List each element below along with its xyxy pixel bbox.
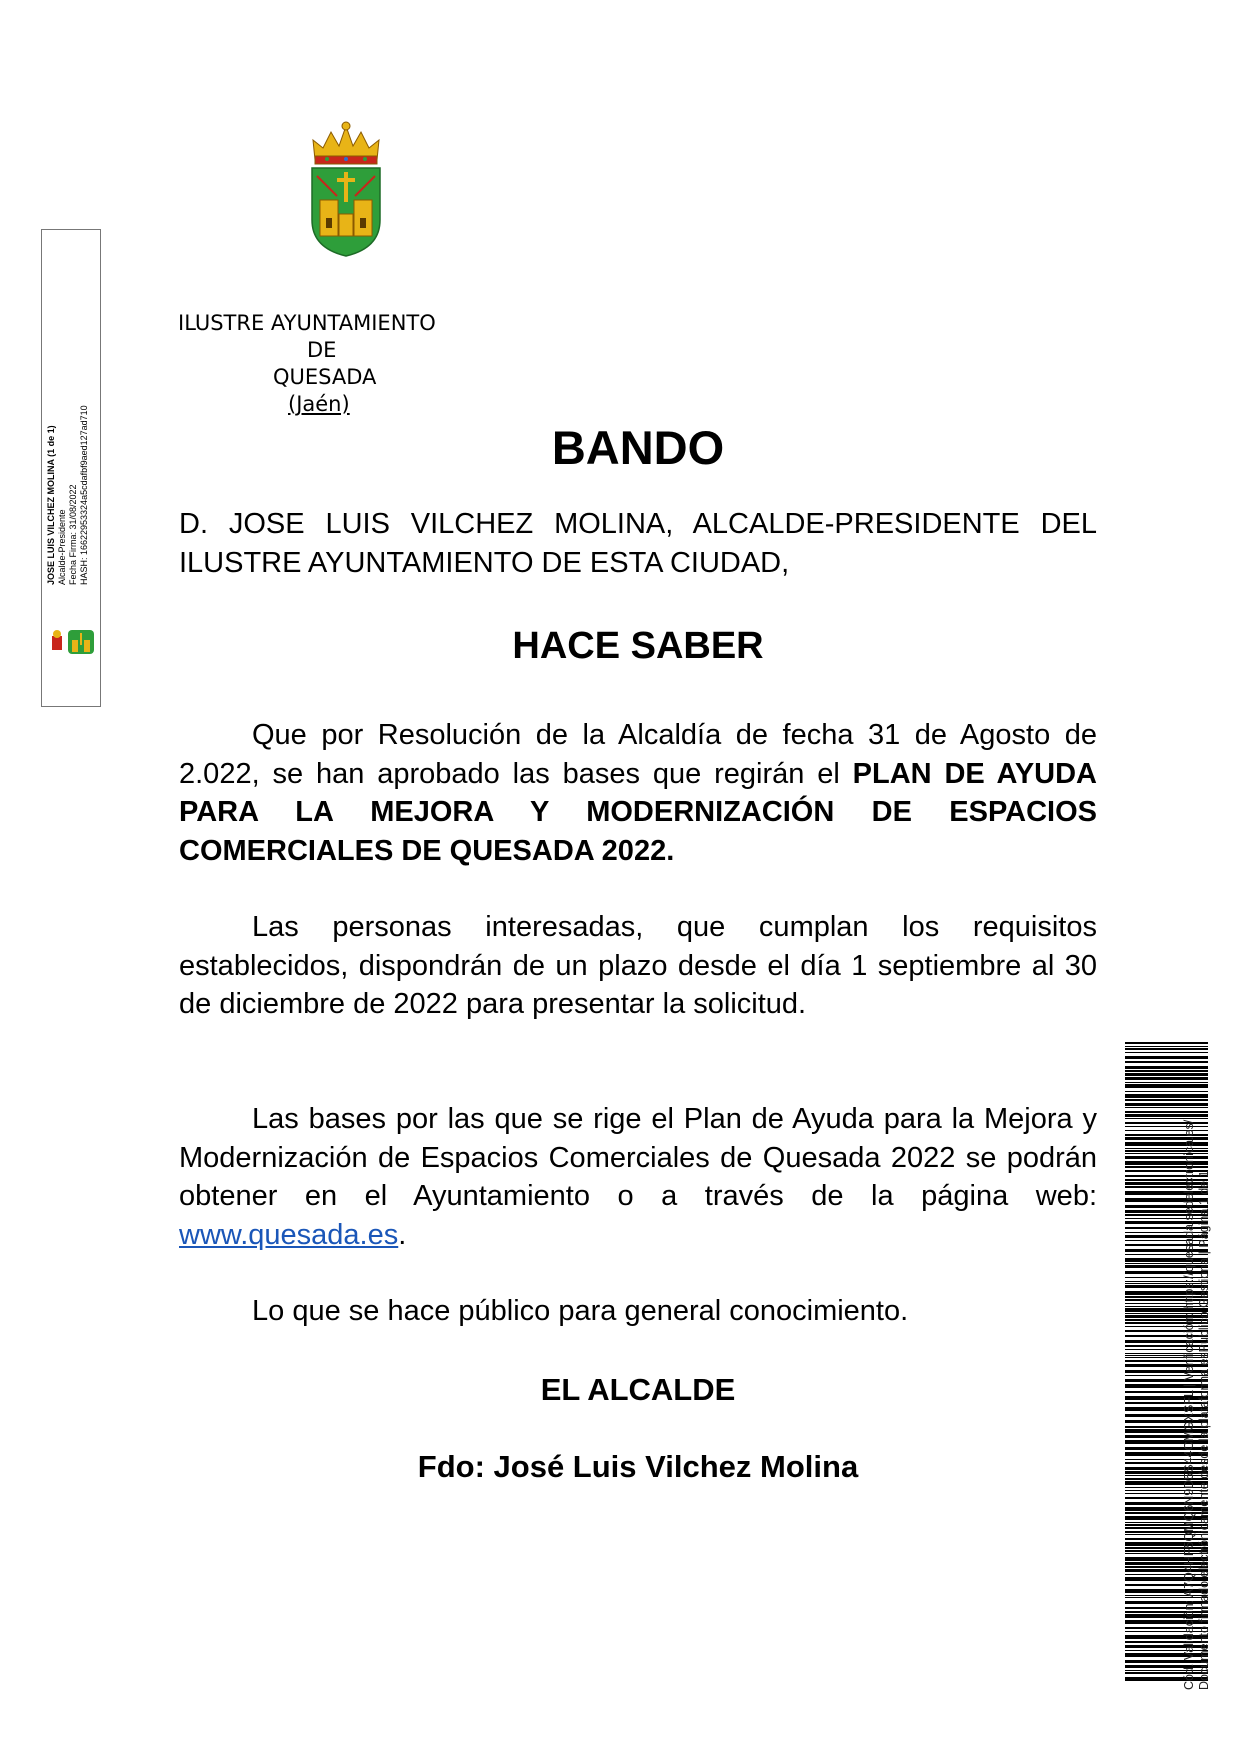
signature-stamp-text bbox=[46, 365, 96, 585]
institution-heading bbox=[170, 310, 470, 418]
website-link[interactable]: www.quesada.es bbox=[179, 1218, 399, 1251]
province-label: (Jaén) bbox=[288, 392, 350, 416]
signature-title: EL ALCALDE bbox=[540, 1372, 736, 1407]
institution-line: ILUSTRE AYUNTAMIENTO bbox=[178, 311, 436, 335]
resolution-paragraph bbox=[179, 716, 1097, 870]
coat-of-arms-logo bbox=[307, 120, 385, 258]
deadline-paragraph bbox=[179, 908, 1097, 1024]
bases-end: . bbox=[398, 1218, 407, 1251]
plan-name: PLAN DE AYUDA PARA LA MEJORA Y MODERNIZACIÓN DE ESPACIOS COMERCIALES DE QUESADA 2022. bbox=[179, 757, 1098, 867]
verification-line: Cód. Validación: A7Q4HF5QMQ6N9D5S44CMGXSFL | Verificación: https://quesada.sedelectronica.es/ bbox=[1182, 1119, 1196, 1690]
deadline-text: Las personas interesadas, que cumplan los requisitos establecidos, dispondrán de un plazo desde el día 1 septiembre al 30 de diciembre de 2022 para presentar la solicitud. bbox=[179, 911, 1097, 1020]
institution-line: DE bbox=[307, 338, 337, 362]
signer-line: JOSE LUIS VILCHEZ MOLINA (1 de 1) bbox=[46, 425, 56, 585]
closing-paragraph bbox=[179, 1292, 1097, 1331]
bases-paragraph bbox=[179, 1100, 1097, 1254]
intro-paragraph: D. JOSE LUIS VILCHEZ MOLINA, ALCALDE-PRESIDENTE DEL ILUSTRE AYUNTAMIENTO DE ESTA CIUDAD, bbox=[179, 508, 1097, 579]
signature-hash: HASH: 16622953324a5cdafbf9aed127ad710 bbox=[79, 405, 89, 585]
signature-name: Fdo: José Luis Vilchez Molina bbox=[417, 1449, 859, 1484]
stamp-crest-icon bbox=[50, 628, 98, 656]
resolution-text: Que por Resolución de la Alcaldía de fecha 31 de Agosto de 2.022, se han aprobado las bases que regirán el bbox=[179, 719, 1097, 790]
signature-date: Fecha Firma: 31/08/2022 bbox=[68, 484, 78, 585]
verification-line: Documento firmado electrónicamente desde la plataforma esPublico Gestiona | Página 1 de 1 bbox=[1197, 1170, 1211, 1690]
bases-text: Las bases por las que se rige el Plan de Ayuda para la Mejora y Modernización de Espacios Comerciales de Quesada 2022 se podrán obtener en el Ayuntamiento o a través de la página web: bbox=[179, 1103, 1097, 1212]
verification-text bbox=[1182, 1040, 1230, 1690]
institution-line bbox=[170, 391, 470, 418]
signer-role: Alcalde-Presidente bbox=[57, 509, 67, 585]
closing-text: Lo que se hace público para general conocimiento. bbox=[252, 1295, 909, 1327]
document-title: BANDO bbox=[551, 421, 725, 474]
document-subtitle: HACE SABER bbox=[512, 625, 764, 667]
institution-line: QUESADA bbox=[273, 365, 377, 389]
